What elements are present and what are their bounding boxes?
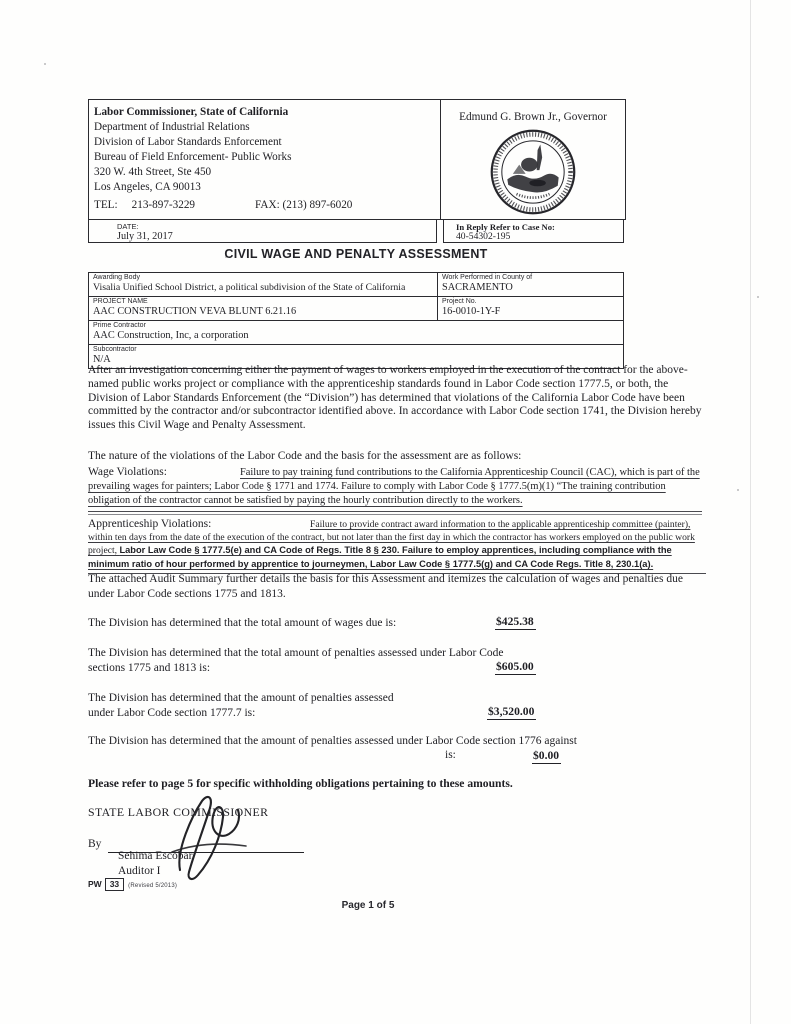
determination-penalties-1777-7 xyxy=(88,691,708,721)
form-prefix: PW xyxy=(88,879,102,889)
determination-text: sections 1775 and 1813 is: xyxy=(88,662,211,675)
agency-address-block xyxy=(89,100,441,219)
table-row xyxy=(89,296,623,320)
scan-artifact-line xyxy=(750,0,751,1024)
awarding-body-label: Awarding Body xyxy=(93,274,140,281)
project-no-label: Project No. xyxy=(442,298,477,305)
date-value: July 31, 2017 xyxy=(117,231,173,242)
agency-line: Division of Labor Standards Enforcement xyxy=(94,136,282,149)
nature-of-violations-line: The nature of the violations of the Labor Code and the basis for the assessment are as follows: xyxy=(88,450,522,462)
document-title: CIVIL WAGE AND PENALTY ASSESSMENT xyxy=(224,247,488,261)
handwritten-signature xyxy=(166,790,266,885)
wage-violations-text: Failure to pay training fund contributions to the California Apprenticeship Council (CAC), which is part of the prevailing wages for painters; Labor Code § 1771 and 1774. Failure to comply with Labor Code § 1777.5(m)(1) “The training contribution obligation of the contractor cannot be satisfied by paying the hourly contribution directly to the workers. xyxy=(88,467,700,506)
audit-summary-paragraph: The attached Audit Summary further details the basis for this Assessment and itemizes the calculation of wages and penalties due under Labor Code sections 1775 and 1813. xyxy=(88,573,683,600)
project-info-table xyxy=(88,272,624,369)
fax-label: FAX: xyxy=(255,198,280,211)
subcontractor-label: Subcontractor xyxy=(93,346,137,353)
intro-paragraph: After an investigation concerning either the payment of wages to workers employed in the execution of the contract for the above-named public works project or compliance with the apprenticeship standards found in Labor Code section 1777.5, or both, the Division of Labor Standards Enforcement (the “Division”) has determined that violations of the California Labor Code have been committed by the contractor and/or subcontractor identified above. In accordance with Labor Code section 1741, the Division hereby issues this Civil Wage and Penalty Assessment. xyxy=(88,364,702,432)
page-number-footer: Page 1 of 5 xyxy=(341,900,395,911)
form-revision: (Revised 5/2013) xyxy=(128,883,178,889)
state-labor-commissioner-heading: STATE LABOR COMMISSIONER xyxy=(88,805,269,819)
form-number-row xyxy=(88,878,177,891)
penalties-1776-amount: $0.00 xyxy=(533,749,560,762)
agency-line: 320 W. 4th Street, Ste 450 xyxy=(94,166,212,179)
awarding-body-cell xyxy=(89,273,438,296)
scan-speck xyxy=(757,296,759,298)
county-value: SACRAMENTO xyxy=(442,282,513,293)
determination-penalties-1776 xyxy=(88,734,708,762)
fax-number: (213) 897-6020 xyxy=(282,198,353,211)
penalties-1777-7-amount: $3,520.00 xyxy=(488,705,535,718)
county-label: Work Performed in County of xyxy=(442,274,533,281)
awarding-body-value: Visalia Unified School District, a political subdivision of the State of California xyxy=(93,282,406,293)
governor-name: Edmund G. Brown Jr., Governor xyxy=(459,111,607,123)
signer-title: Auditor I xyxy=(118,865,161,877)
withholding-note: Please refer to page 5 for specific withholding obligations pertaining to these amounts. xyxy=(88,777,513,790)
agency-line: Labor Commissioner, State of California xyxy=(94,106,289,118)
table-row xyxy=(89,320,623,344)
project-no-value: 16-0010-1Y-F xyxy=(442,306,501,317)
project-name-cell xyxy=(89,297,438,320)
wage-violations-block xyxy=(88,466,702,512)
case-reference-box xyxy=(443,219,624,243)
scan-speck xyxy=(44,63,46,65)
apprenticeship-violations-label: Apprenticeship Violations: xyxy=(88,518,212,530)
subcontractor-value: N/A xyxy=(93,354,111,365)
table-row xyxy=(89,273,623,296)
penalties-1775-1813-amount: $605.00 xyxy=(496,660,534,673)
letterhead-box xyxy=(88,99,626,220)
date-box xyxy=(88,219,437,243)
scan-speck xyxy=(737,489,739,491)
tel-fax-line xyxy=(94,199,440,211)
determination-text: The Division has determined that the amount of penalties assessed under Labor Code section 1776 against xyxy=(88,735,577,747)
project-name-value: AAC CONSTRUCTION VEVA BLUNT 6.21.16 xyxy=(93,306,297,317)
determination-wages-due xyxy=(88,616,708,631)
agency-line: Los Angeles, CA 90013 xyxy=(94,181,201,194)
tel-label: TEL: xyxy=(94,198,118,211)
determination-text: The Division has determined that the total amount of wages due is: xyxy=(88,617,397,629)
wage-violations-label: Wage Violations: xyxy=(88,466,167,478)
determination-text: The Division has determined that the total amount of penalties assessed under Labor Code xyxy=(88,647,504,659)
apprenticeship-violations-text-1: Failure to provide contract award information to the applicable apprenticeship committee (painter), within ten days from the date of the execution of the contract, but not later than the first day in which the contractor has workers employed on the public work project, xyxy=(88,519,695,557)
governor-seal-block xyxy=(441,100,625,219)
determination-penalties-1775-1813 xyxy=(88,646,708,676)
project-no-cell xyxy=(438,297,623,320)
case-number: 40-54302-195 xyxy=(456,231,511,242)
determination-is-word: is: xyxy=(445,749,456,761)
apprenticeship-violations-block xyxy=(88,518,706,574)
reply-label: In Reply Refer to Case No: xyxy=(456,222,555,232)
tel-number: 213-897-3229 xyxy=(131,198,196,211)
prime-contractor-label: Prime Contractor xyxy=(93,322,146,329)
california-state-seal xyxy=(441,128,625,221)
wages-due-amount: $425.38 xyxy=(496,615,534,628)
apprenticeship-violations-text-2: Labor Law Code § 1777.5(e) and CA Code of Regs. Title 8 § 230. Failure to employ apprentices, including compliance with the minimum ratio of hour performed by apprentice to journeymen, Labor Law Code § 1777.5(g) and CA Code Regs. Title 8, 230.1(a). xyxy=(88,545,672,569)
prime-contractor-value: AAC Construction, Inc, a corporation xyxy=(93,330,249,341)
county-cell xyxy=(438,273,623,296)
determination-text: The Division has determined that the amount of penalties assessed xyxy=(88,692,394,704)
determination-text: under Labor Code section 1777.7 is: xyxy=(88,707,256,720)
agency-line: Bureau of Field Enforcement- Public Works xyxy=(94,151,292,164)
prime-contractor-cell xyxy=(89,321,623,344)
signer-name: Sehima Escobar xyxy=(118,850,193,862)
form-number: 33 xyxy=(105,878,124,891)
project-name-label: PROJECT NAME xyxy=(93,298,148,305)
date-label: DATE: xyxy=(117,222,139,231)
california-state-seal-icon xyxy=(489,128,577,216)
agency-line: Department of Industrial Relations xyxy=(94,121,250,134)
by-label: By xyxy=(88,838,102,850)
